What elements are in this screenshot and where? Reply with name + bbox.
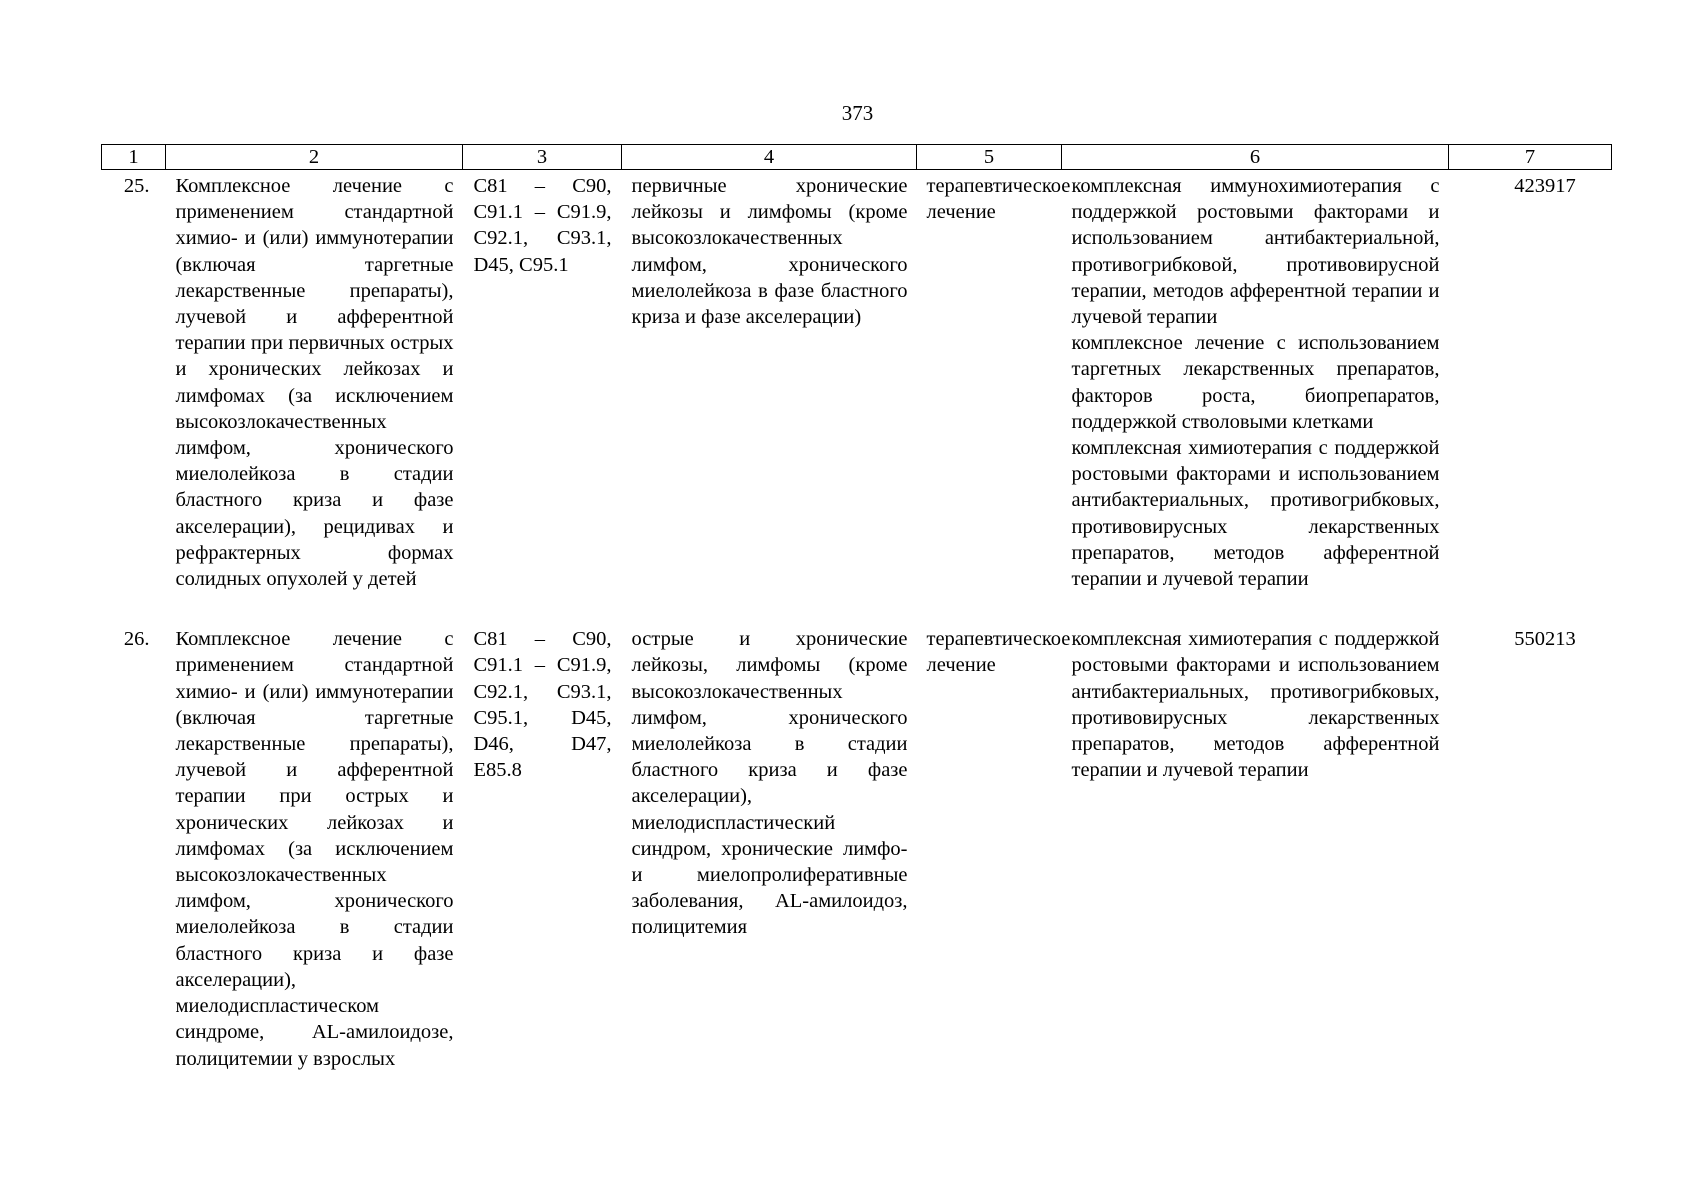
treatment-methods [1062, 170, 1449, 627]
row-number: 25. [123, 175, 150, 197]
row-number: 26. [123, 628, 150, 651]
treatment-method: комплексная иммунохимиотерапия с поддержкой ростовыми факторами и использованием антибактериальной, противогрибковой, противовирусной терапии, методов афферентной терапии и лучевой терапии [1071, 175, 1440, 329]
patient-model: острые и хронические лейкозы, лимфомы (кроме высокозлокачественных лимфом, хронического миелолейкоза в стадии бластного криза и фазе акселерации), миелодиспластический синдром, хронические лимфо- и миелопролиферативные заболевания, AL-амилоидоз, полицитемия [631, 628, 908, 939]
treatment-method: комплексная химиотерапия с поддержкой ростовыми факторами и использованием антибактериальных, противогрибковых, противовирусных лекарственных препаратов, методов афферентной терапии и лучевой терапии [1071, 628, 1440, 782]
column-header-5: 5 [917, 145, 1062, 170]
column-number-header-row [102, 145, 1612, 170]
cost-value: 423917 [1514, 175, 1576, 197]
treatment-methods [1062, 626, 1449, 1071]
treatment-method: комплексное лечение с использованием таргетных лекарственных препаратов, факторов роста, биопрепаратов, поддержкой стволовыми клетками [1071, 332, 1440, 433]
column-header-6: 6 [1062, 145, 1449, 170]
icd-codes: С81 – С90, С91.1 – С91.9, С92.1, С93.1, С95.1, D45, D46, D47, E85.8 [473, 628, 612, 782]
page-number: 373 [841, 101, 874, 125]
cost-value: 550213 [1514, 628, 1576, 651]
care-type-name: Комплексное лечение с применением стандартной химио- и (или) иммунотерапии (включая таргетные лекарственные препараты), лучевой и афферентной терапии при острых и хронических лейкозах и лимфомах (за исключением высокозлокачественных лимфом, хронического миелолейкоза в стадии бластного криза и фазе акселерации), миелодиспластическом синдроме, AL-амилоидозе, полицитемии у взрослых [175, 628, 454, 1070]
table-row [102, 626, 1612, 1071]
treatment-type: терапевтическое лечение [926, 175, 1071, 224]
medical-care-table [101, 144, 1611, 1072]
care-type-name: Комплексное лечение с применением стандартной химио- и (или) иммунотерапии (включая таргетные лекарственные препараты), лучевой и афферентной терапии при первичных острых и хронических лейкозах и лимфомах (за исключением высокозлокачественных лимфом, хронического миелолейкоза в стадии бластного криза и фазе акселерации), рецидивах и рефрактерных формах солидных опухолей у детей [175, 175, 454, 591]
column-header-2: 2 [166, 145, 463, 170]
column-header-1: 1 [102, 145, 166, 170]
column-header-4: 4 [622, 145, 917, 170]
treatment-type: терапевтическое лечение [926, 628, 1071, 677]
table-row [102, 170, 1612, 627]
care-table [101, 144, 1612, 1072]
patient-model: первичные хронические лейкозы и лимфомы (кроме высокозлокачественных лимфом, хронического миелолейкоза в фазе бластного криза и фазе акселерации) [631, 175, 908, 329]
column-header-7: 7 [1449, 145, 1612, 170]
icd-codes: С81 – С90, С91.1 – С91.9, С92.1, С93.1, D45, С95.1 [473, 175, 612, 276]
column-header-3: 3 [463, 145, 622, 170]
treatment-method: комплексная химиотерапия с поддержкой ростовыми факторами и использованием антибактериальных, противогрибковых, противовирусных лекарственных препаратов, методов афферентной терапии и лучевой терапии [1071, 437, 1440, 591]
